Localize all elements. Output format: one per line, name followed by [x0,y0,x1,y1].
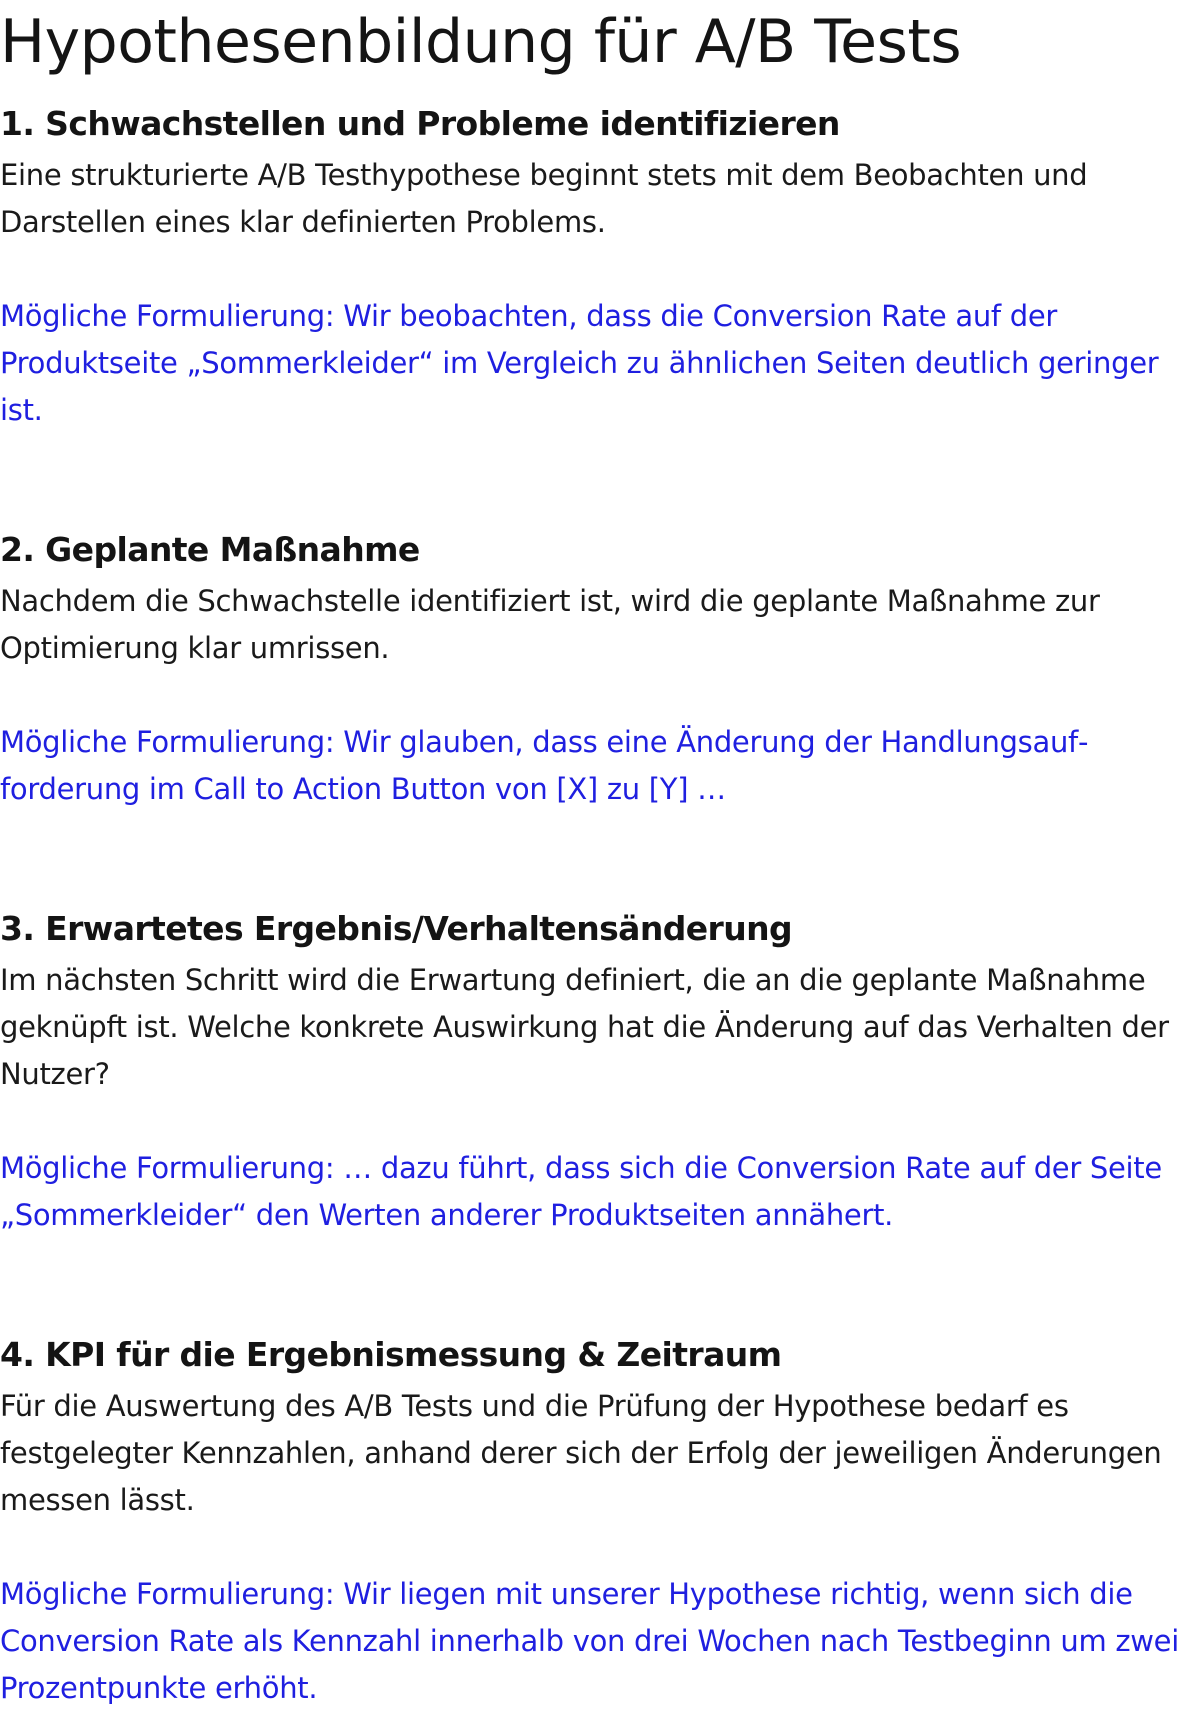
section-expected-result [0,901,1200,1239]
section-planned-measure [0,522,1200,813]
section-kpi-measurement [0,1327,1200,1712]
section-heading: 1. Schwachstellen und Probleme identifizieren [0,104,840,143]
example-formulation: Mögliche Formulierung: Wir liegen mit unserer Hypothese richtig, wenn sich die Conversion Rate als Kennzahl innerhalb von drei Wochen nach Testbeginn um zwei Prozentpunkte erhöht. [0,1577,1179,1705]
page-title: Hypothesenbildung für A/B Tests [0,7,962,77]
example-formulation: Mögliche Formulierung: Wir glauben, dass eine Änderung der Handlungsaufforderung im Call to Action Button von [X] zu [Y] … [0,725,1089,806]
section-problem-identification [0,96,1200,434]
section-heading: 3. Erwartetes Ergebnis/Verhaltensänderung [0,909,793,948]
section-body-text: Nachdem die Schwachstelle identifiziert ist, wird die geplante Maßnahme zur Optimierung klar umrissen. [0,584,1100,665]
section-body-text: Für die Auswertung des A/B Tests und die Prüfung der Hypothese bedarf es festgelegter Kennzahlen, anhand derer sich der Erfolg der jeweiligen Änderungen messen lässt. [0,1389,1162,1517]
section-heading: 4. KPI für die Ergebnismessung & Zeitraum [0,1335,782,1374]
section-heading: 2. Geplante Maßnahme [0,530,420,569]
section-body-text: Eine strukturierte A/B Testhypothese beginnt stets mit dem Beobachten und Darstellen eines klar definierten Problems. [0,158,1088,239]
example-formulation: Mögliche Formulierung: … dazu führt, dass sich die Conversion Rate auf der Seite „Sommerkleider“ den Werten anderer Produktseiten annähert. [0,1151,1162,1232]
example-formulation: Mögliche Formulierung: Wir beobachten, dass die Conversion Rate auf der Produktseite „Sommerkleider“ im Vergleich zu ähnlichen Seiten deutlich geringer ist. [0,299,1159,427]
section-body-text: Im nächsten Schritt wird die Erwartung definiert, die an die geplante Maßnahme geknüpft ist. Welche konkrete Auswirkung hat die Änderung auf das Verhalten der Nutzer? [0,963,1169,1091]
